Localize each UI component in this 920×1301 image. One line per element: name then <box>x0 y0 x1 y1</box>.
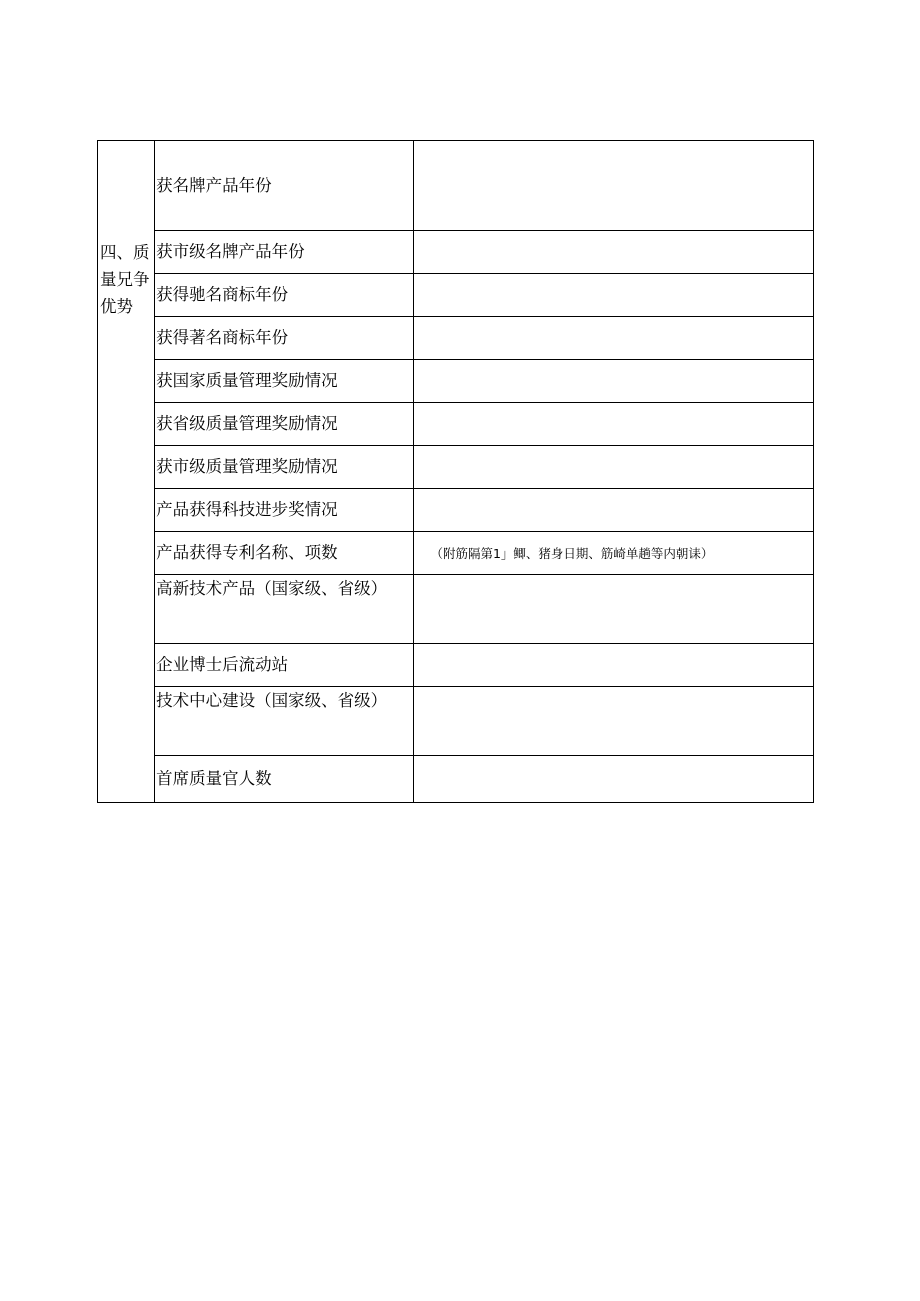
row-label-cell <box>155 687 414 756</box>
row-label: 获市级质量管理奖励情况 <box>156 457 338 477</box>
row-label-cell <box>155 575 414 644</box>
row-label-cell <box>155 317 414 360</box>
row-label: 产品获得专利名称、项数 <box>156 543 338 563</box>
row-value-cell[interactable] <box>414 317 814 360</box>
row-label-cell <box>155 141 414 231</box>
table-row <box>98 687 814 756</box>
row-label-cell <box>155 756 414 803</box>
table-row <box>98 446 814 489</box>
row-value-cell[interactable] <box>414 489 814 532</box>
table-row <box>98 575 814 644</box>
row-label-cell <box>155 644 414 687</box>
row-label-cell <box>155 532 414 575</box>
row-value-cell[interactable] <box>414 644 814 687</box>
patent-note: （附筋隔第1」鲫、猪身日期、筋崎单趟等内朝诔） <box>430 546 714 562</box>
quality-advantage-table <box>97 140 814 803</box>
row-value-cell[interactable] <box>414 575 814 644</box>
table-row <box>98 489 814 532</box>
row-label-cell <box>155 231 414 274</box>
row-label-cell <box>155 360 414 403</box>
row-label-cell <box>155 446 414 489</box>
row-value-cell[interactable] <box>414 274 814 317</box>
row-label-cell <box>155 403 414 446</box>
row-label: 获国家质量管理奖励情况 <box>156 371 338 391</box>
row-label-cell <box>155 274 414 317</box>
table-row <box>98 360 814 403</box>
row-label: 企业博士后流动站 <box>156 655 289 675</box>
row-label: 获市级名牌产品年份 <box>156 242 305 262</box>
section-title-cell <box>98 141 155 803</box>
table-row <box>98 532 814 575</box>
table-row <box>98 231 814 274</box>
row-value-cell[interactable] <box>414 756 814 803</box>
row-label: 获名牌产品年份 <box>156 175 272 195</box>
row-value-cell[interactable] <box>414 231 814 274</box>
table-row <box>98 403 814 446</box>
table-row <box>98 141 814 231</box>
table-row <box>98 644 814 687</box>
row-label-cell <box>155 489 414 532</box>
row-value-cell[interactable] <box>414 360 814 403</box>
row-value-cell[interactable] <box>414 141 814 231</box>
row-label: 获省级质量管理奖励情况 <box>156 414 338 434</box>
row-label: 产品获得科技进步奖情况 <box>156 500 338 520</box>
section-title: 四、质量兄争优势 <box>100 243 150 316</box>
table-row <box>98 756 814 803</box>
row-value-cell[interactable] <box>414 532 814 575</box>
row-label: 高新技术产品（国家级、省级） <box>156 579 388 598</box>
row-label: 获得驰名商标年份 <box>156 285 289 305</box>
table-row <box>98 317 814 360</box>
row-value-cell[interactable] <box>414 403 814 446</box>
row-value-cell[interactable] <box>414 446 814 489</box>
table-row <box>98 274 814 317</box>
row-label: 获得著名商标年份 <box>156 328 289 348</box>
row-label: 首席质量官人数 <box>156 769 272 789</box>
row-label: 技术中心建设（国家级、省级） <box>156 691 388 710</box>
row-value-cell[interactable] <box>414 687 814 756</box>
